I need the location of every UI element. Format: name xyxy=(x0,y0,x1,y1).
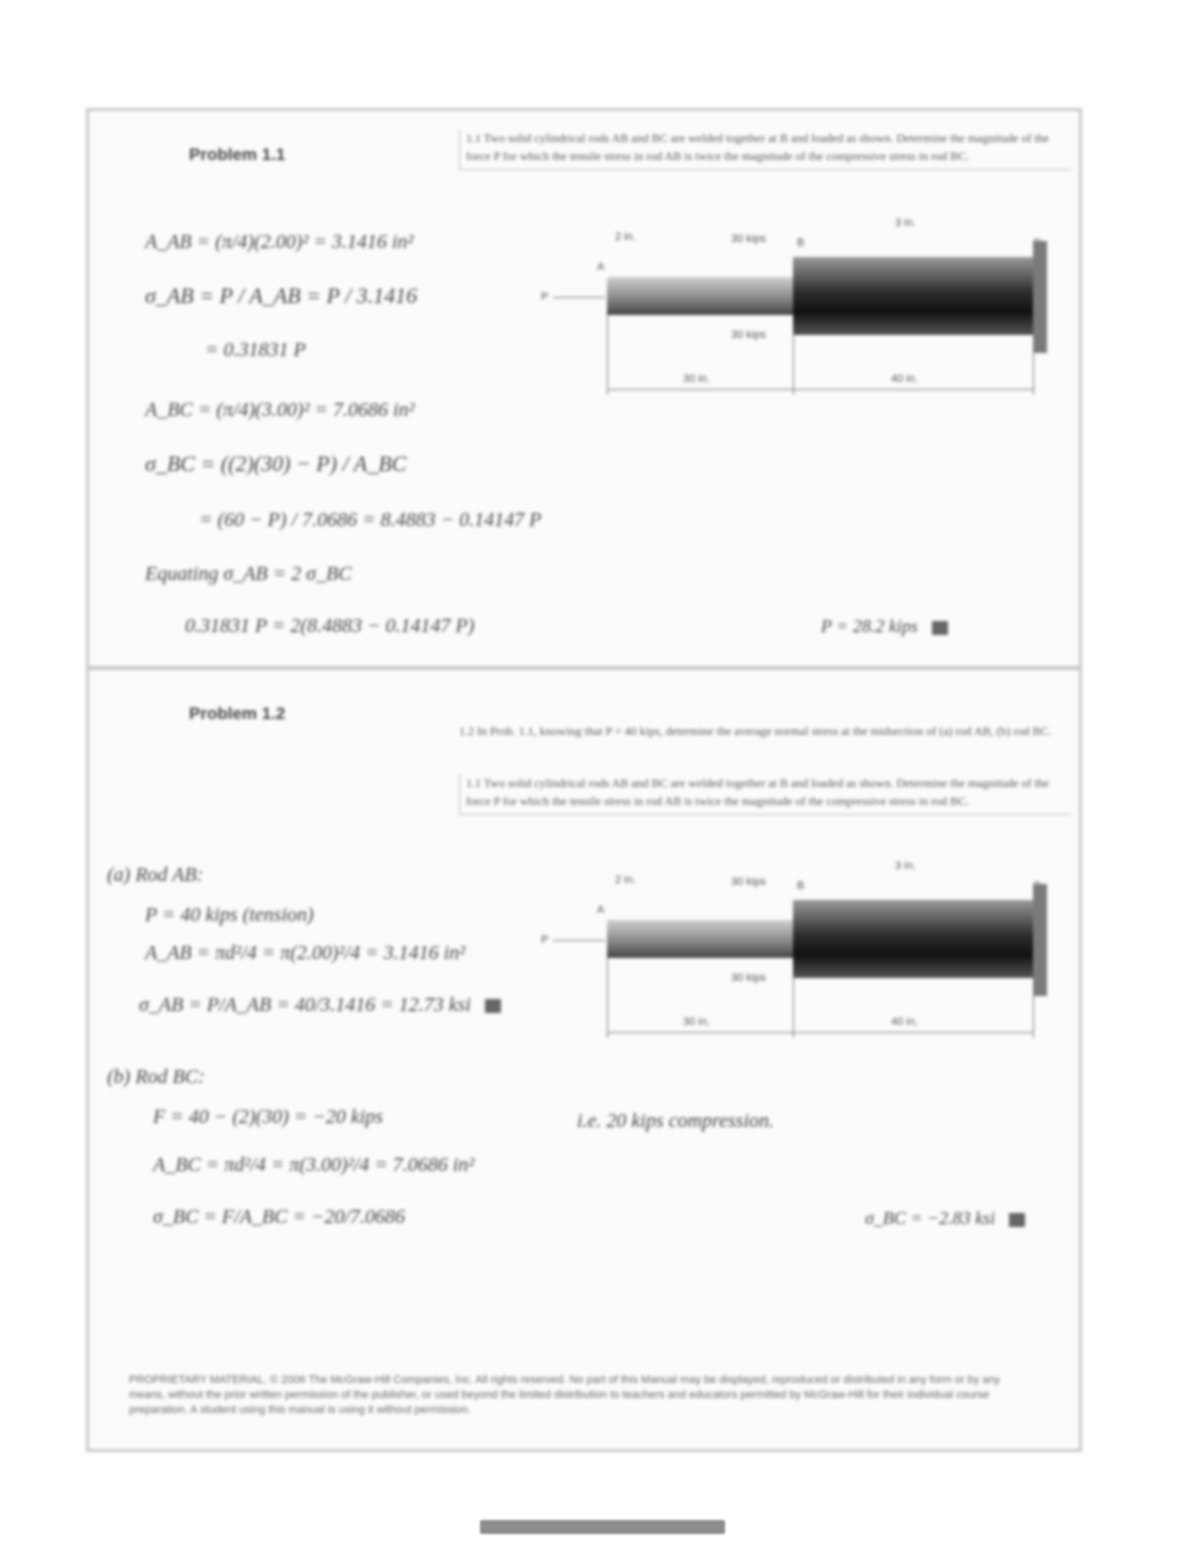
dimension-label: 40 in. xyxy=(891,1016,918,1028)
problem-1-2-panel xyxy=(89,670,1079,1449)
dimension-label: 2 in. xyxy=(615,874,636,886)
equation: A_BC = πd²/4 = π(3.00)²/4 = 7.0686 in² xyxy=(153,1154,475,1176)
dimension-line xyxy=(1033,996,1034,1038)
point-label: A xyxy=(597,904,605,916)
equation: σ_BC = ((2)(30) − P) / A_BC xyxy=(145,451,407,476)
solution-page xyxy=(86,108,1082,1452)
dimension-label: 40 in. xyxy=(891,373,918,385)
point-label: B xyxy=(797,880,805,892)
equation: σ_AB = P/A_AB = 40/3.1416 = 12.73 ksi xyxy=(139,994,501,1017)
force-label: P xyxy=(541,934,549,946)
dimension-label: 30 in. xyxy=(683,373,710,385)
force-label: 30 kips xyxy=(731,329,766,341)
equation: P = 40 kips (tension) xyxy=(145,904,314,926)
part-heading: (b) Rod BC: xyxy=(107,1066,205,1088)
problem-title: Problem 1.1 xyxy=(189,145,286,164)
dimension-label: 2 in. xyxy=(615,231,636,243)
force-label: 30 kips xyxy=(731,233,766,245)
equation: = 0.31831 P xyxy=(205,339,306,361)
equation: 0.31831 P = 2(8.4883 − 0.14147 P) xyxy=(185,615,475,637)
dimension-line xyxy=(793,335,794,395)
equation: A_AB = πd²/4 = π(2.00)²/4 = 3.1416 in² xyxy=(145,942,466,964)
dimension-label: 3 in. xyxy=(895,860,916,872)
horizontal-scrollbar[interactable] xyxy=(480,1520,725,1534)
force-label: P xyxy=(541,291,549,303)
problem-statement: 1.1 Two solid cylindrical rods AB and BC are welded together at B and loaded as shown. Determine the magnitude of the force P for which the tensile stress in rod AB is twice the magnitude of the compressive stress in rod BC. xyxy=(459,774,1072,815)
force-arrow xyxy=(553,940,605,941)
problem-statement: 1.1 Two solid cylindrical rods AB and BC are welded together at B and loaded as shown. Determine the magnitude of the force P for which the tensile stress in rod AB is twice the magnitude of the compressive stress in rod BC. xyxy=(459,129,1072,170)
dimension-line xyxy=(793,978,794,1038)
equation: A_AB = (π/4)(2.00)² = 3.1416 in² xyxy=(145,231,414,253)
answer-marker xyxy=(932,621,948,635)
dimension-label: 3 in. xyxy=(895,217,916,229)
dimension-label: 30 in. xyxy=(683,1016,710,1028)
dimension-line xyxy=(607,389,1033,390)
rod-diagram xyxy=(535,211,1005,391)
dimension-line xyxy=(607,1032,1033,1033)
equation: A_BC = (π/4)(3.00)² = 7.0686 in² xyxy=(145,399,415,421)
equation: F = 40 − (2)(30) = −20 kips xyxy=(153,1106,384,1128)
answer: σ_BC = −2.83 ksi xyxy=(865,1208,1025,1229)
part-heading: (a) Rod AB: xyxy=(107,864,204,886)
rod-ab xyxy=(607,277,793,315)
rod-ab xyxy=(607,920,793,958)
force-label: 30 kips xyxy=(731,876,766,888)
dimension-line xyxy=(607,958,608,1038)
force-arrow xyxy=(553,297,605,298)
point-label: B xyxy=(797,237,805,249)
point-label: A xyxy=(597,261,605,273)
dimension-line xyxy=(607,315,608,395)
fixed-wall xyxy=(1033,241,1047,353)
fixed-wall xyxy=(1033,884,1047,996)
rod-bc xyxy=(793,257,1033,335)
answer-marker xyxy=(485,999,501,1013)
copyright-notice: PROPRIETARY MATERIAL. © 2006 The McGraw-Hill Companies, Inc. All rights reserved. No part of this Manual may be displayed, reproduced or distributed in any form or by any means, without the prior written permission of the publisher, or used beyond the limited distribution to teachers and educators permitted by McGraw-Hill for their individual course preparation. A student using this manual is using it without permission. xyxy=(129,1374,1000,1416)
rod-bc xyxy=(793,900,1033,978)
answer: P = 28.2 kips xyxy=(821,616,948,637)
equation: σ_AB = P / A_AB = P / 3.1416 xyxy=(145,283,418,308)
problem-statement: 1.2 In Prob. 1.1, knowing that P = 40 kips, determine the average normal stress at the midsection of (a) rod AB, (b) rod BC. xyxy=(459,724,1052,738)
problem-1-1-panel xyxy=(89,111,1079,670)
equation-note: i.e. 20 kips compression. xyxy=(577,1110,775,1132)
force-label: 30 kips xyxy=(731,972,766,984)
rod-diagram xyxy=(535,854,1005,1034)
equation: σ_BC = F/A_BC = −20/7.0686 xyxy=(153,1206,406,1228)
problem-title: Problem 1.2 xyxy=(189,704,286,723)
equation: Equating σ_AB = 2 σ_BC xyxy=(145,563,352,585)
dimension-line xyxy=(1033,353,1034,395)
equation: = (60 − P) / 7.0686 = 8.4883 − 0.14147 P xyxy=(199,509,542,531)
answer-marker xyxy=(1009,1213,1025,1227)
